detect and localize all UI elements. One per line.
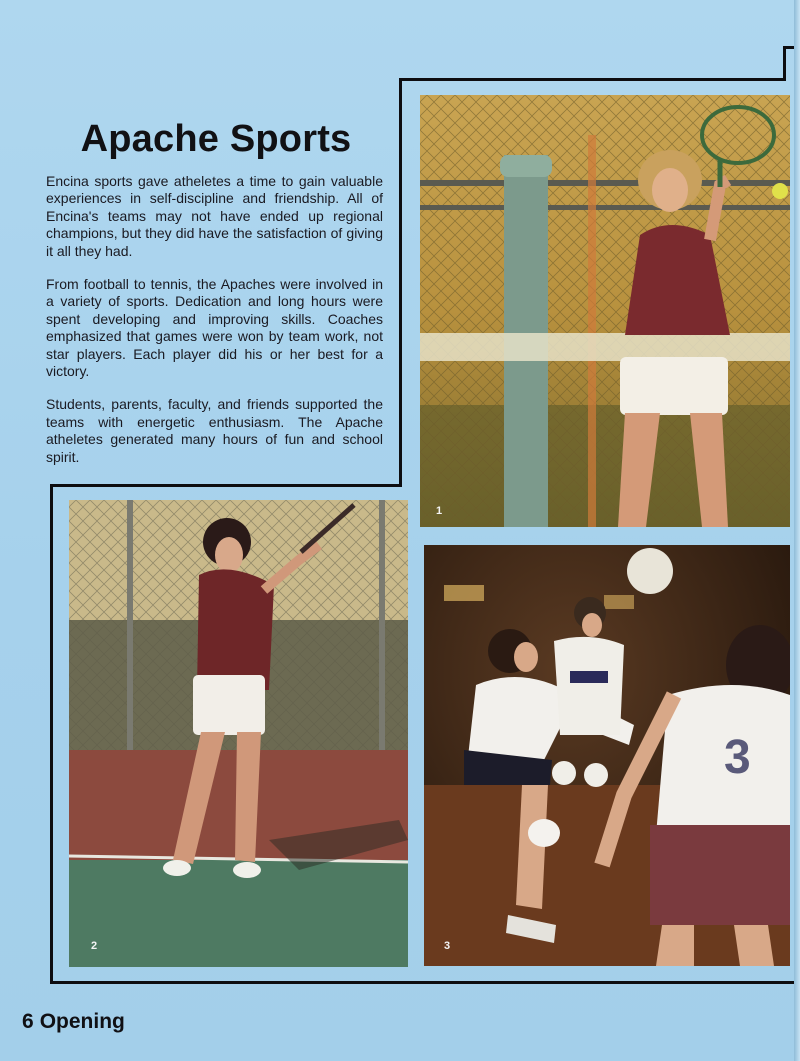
volleyball-illustration — [424, 545, 790, 966]
photo-1-number: 1 — [436, 505, 443, 517]
frame-line-left-vertical — [50, 484, 53, 984]
section-label: Opening — [39, 1010, 125, 1033]
page-spine-edge — [794, 0, 800, 1061]
article-paragraph-1: Encina sports gave atheletes a time to gain valuable experiences in self-discipline and friendship. All of Encina's teams may not have ended up regional champions, but they did have the satisfaction of giving it all they had. — [46, 173, 383, 259]
photo-2-number: 2 — [91, 940, 98, 952]
tennis-serve-illustration — [420, 95, 790, 527]
page-footer — [22, 1010, 131, 1034]
frame-line-top — [399, 78, 786, 81]
photo-2-tennis-backhand — [69, 500, 408, 967]
article-paragraph-3: Students, parents, faculty, and friends supported the teams with energetic enthusiasm. The Apache atheletes generated many hours of fun and school spirit. — [46, 396, 383, 465]
photo-3-volleyball — [424, 545, 790, 966]
photo-3-number: 3 — [444, 940, 451, 952]
article-paragraph-2: From football to tennis, the Apaches were involved in a variety of sports. Dedication and long hours were spent developing and improving skills. Coaches emphasized that games were won by team work, not star players. Each player did his or her best for a victory. — [46, 276, 383, 380]
frame-line-middle-horizontal — [50, 484, 402, 487]
page-title: Apache Sports — [80, 118, 352, 160]
frame-line-middle-vertical — [399, 78, 402, 485]
tennis-backhand-illustration — [69, 500, 408, 967]
svg-text:3: 3 — [724, 731, 751, 784]
photo-1-tennis-serve — [420, 95, 790, 527]
page-number: 6 — [22, 1010, 34, 1033]
frame-line-top-right-riser — [783, 46, 786, 81]
article-body — [46, 173, 383, 482]
frame-line-bottom — [50, 981, 795, 984]
